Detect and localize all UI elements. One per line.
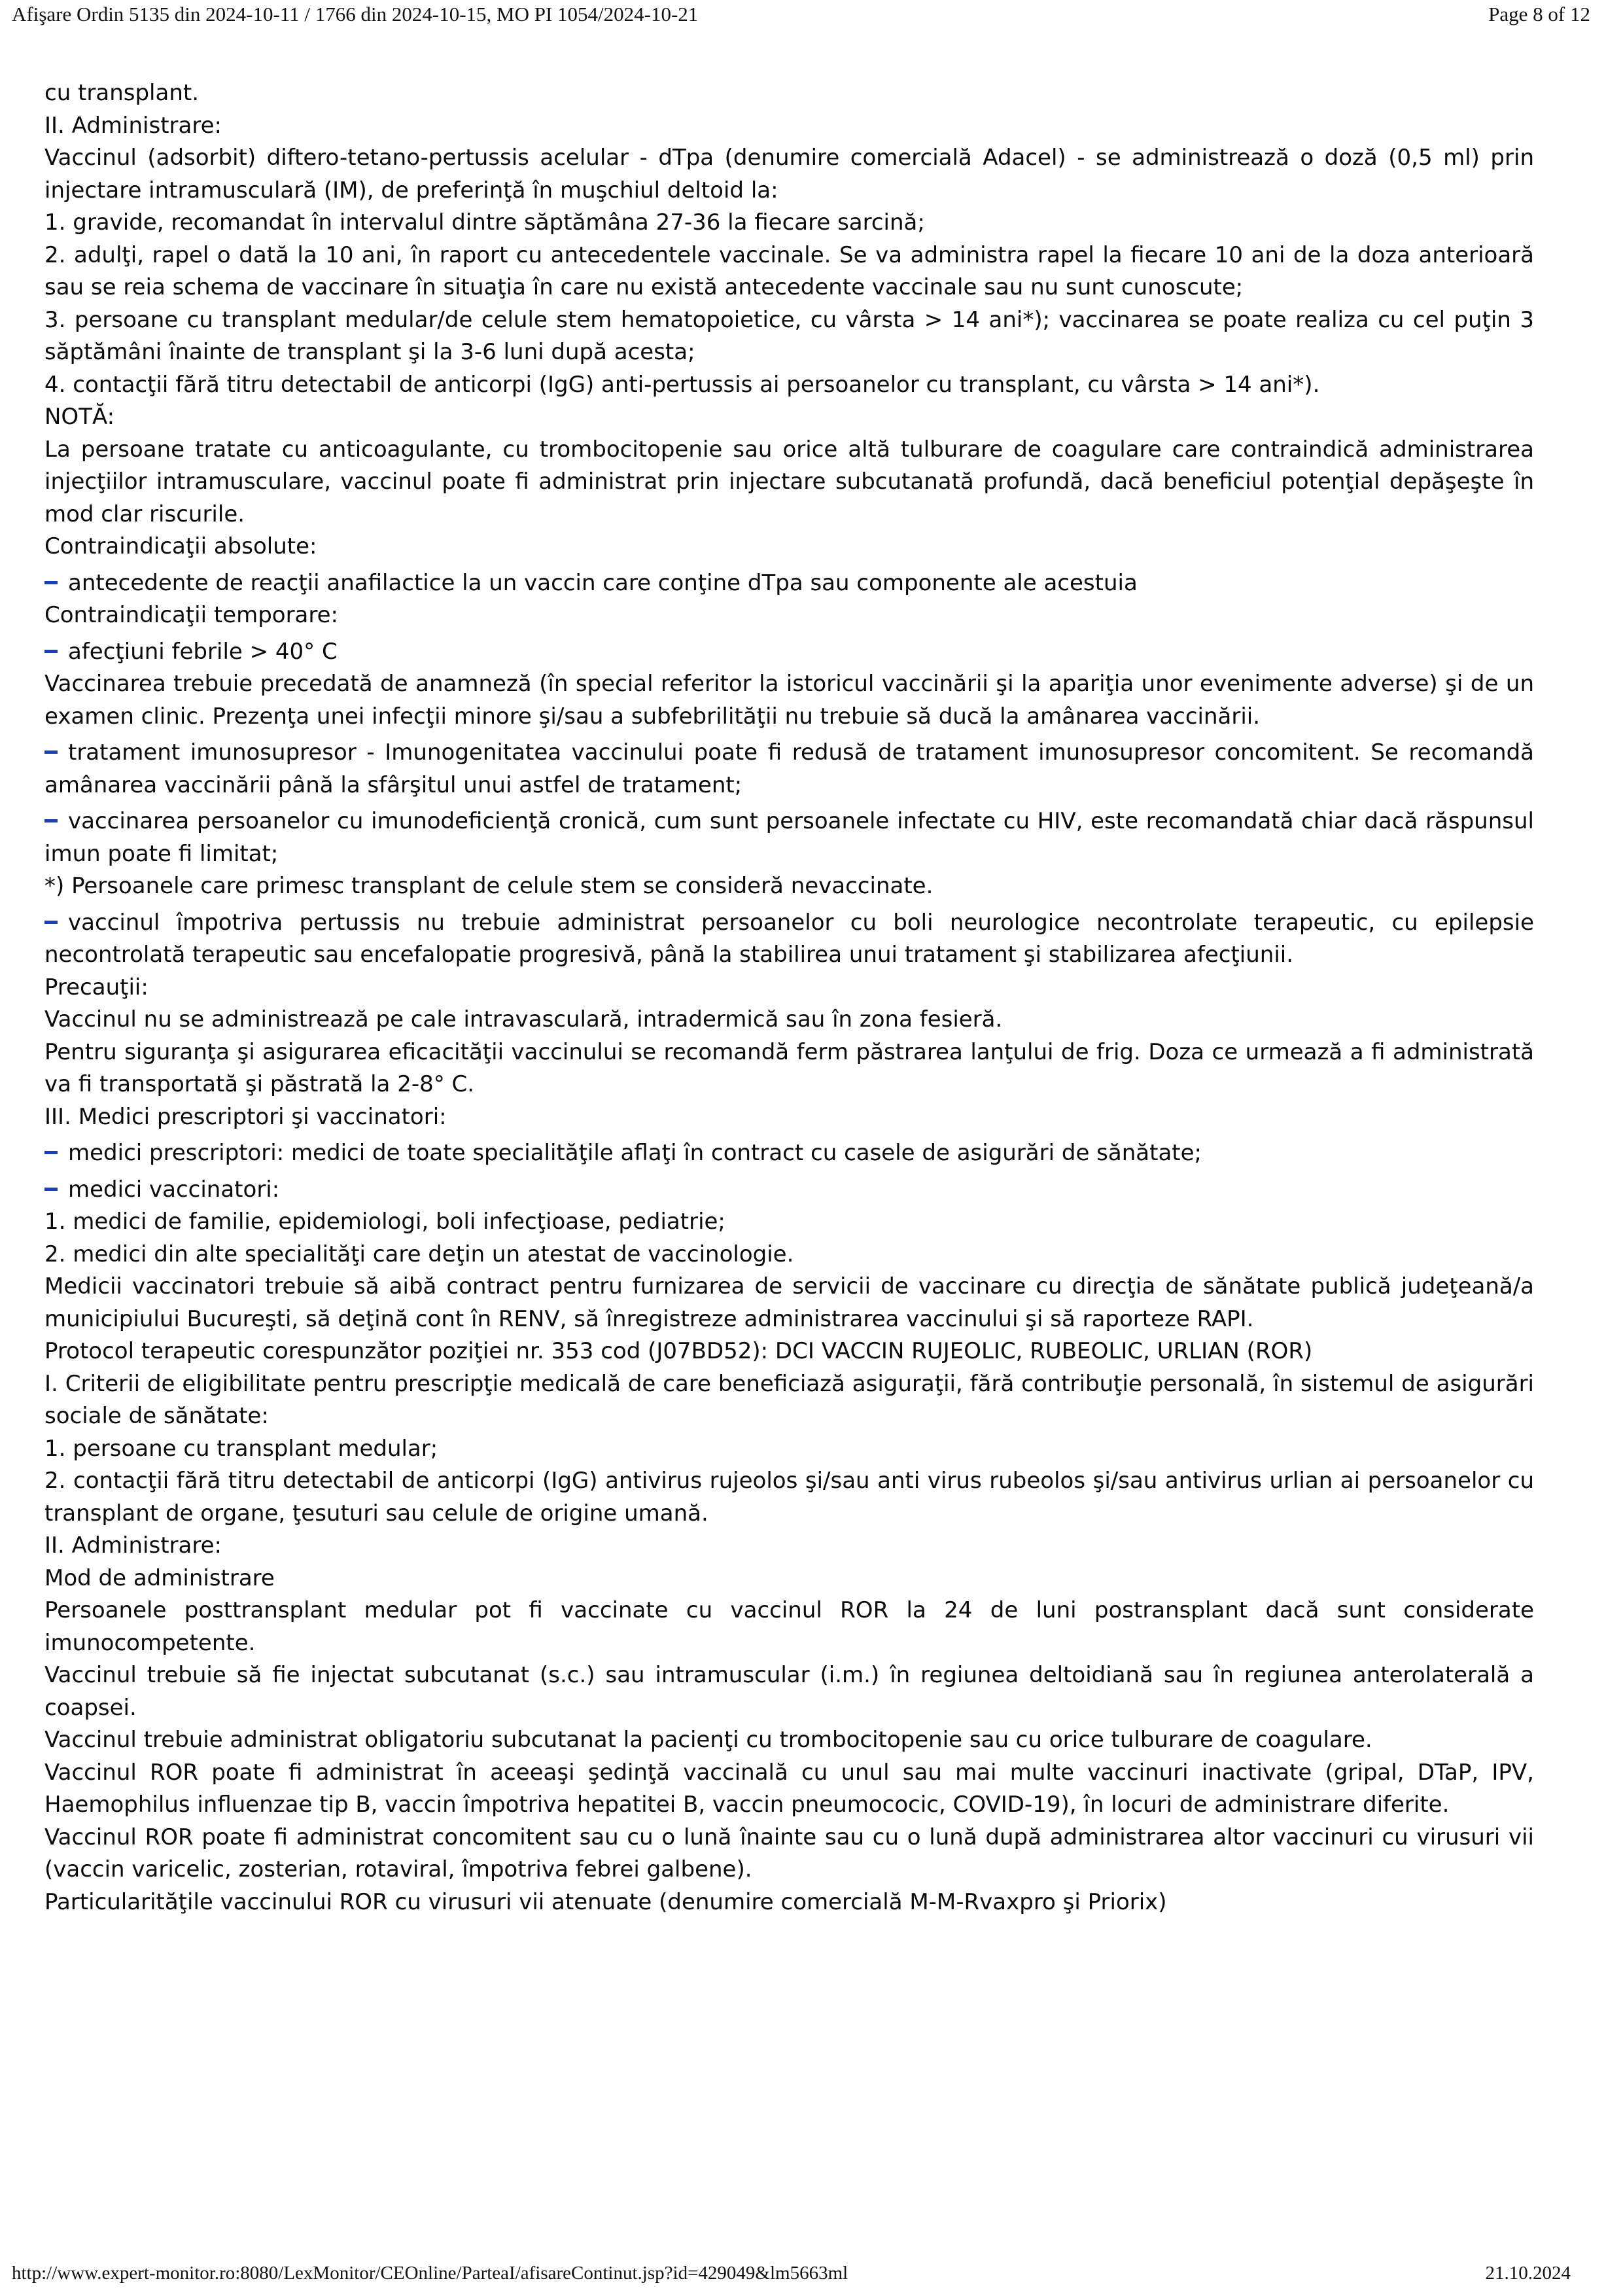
paragraph-text: *) Persoanele care primesc transplant de celule stem se consideră nevaccinate. [44, 873, 934, 899]
paragraph [44, 1530, 1534, 1563]
paragraph-text: II. Administrare: [44, 112, 222, 139]
paragraph [44, 972, 1534, 1004]
paragraph-text: medici vaccinatori: [68, 1176, 280, 1203]
paragraph [44, 110, 1534, 143]
paragraph-text: medici prescriptori: medici de toate specialităţile aflaţi în contract cu casele de asigurări de sănătate; [68, 1140, 1202, 1166]
paragraph [44, 599, 1534, 632]
paragraph-text: Vaccinul nu se administrează pe cale intravasculară, intradermică sau în zona fesieră. [44, 1006, 1003, 1033]
document-title: Afişare Ordin 5135 din 2024-10-11 / 1766 din 2024-10-15, MO PI 1054/2024-10-21 [12, 3, 699, 26]
paragraph-text: 3. persoane cu transplant medular/de celule stem hematopoietice, cu vârsta > 14 ani*); vaccinarea se poate realiza cu cel puţin 3 săptămâni înainte de transplant şi la 3-6 luni după acesta; [44, 306, 1534, 365]
bullet-paragraph [44, 1137, 1534, 1170]
paragraph-text: Vaccinul ROR poate fi administrat în aceeaşi şedinţă vaccinală cu unul sau mai multe vaccinuri inactivate (gripal, DTaP, IPV, Haemophilus influenzae tip B, vaccin împotriva hepatitei B, vaccin pneumococic, COVID-19), în locuri de administrare diferite. [44, 1759, 1534, 1818]
paragraph-text: Pentru siguranţa şi asigurarea eficacităţii vaccinului se recomandă ferm păstrarea lanţului de frig. Doza ce urmează a fi administrată va fi transportată şi păstrată la 2-8° C. [44, 1038, 1534, 1097]
paragraph-text: Contraindicaţii absolute: [44, 533, 317, 559]
paragraph [44, 870, 1534, 903]
dash-bullet-icon [44, 921, 58, 924]
paragraph [44, 369, 1534, 402]
paragraph-text: NOTĂ: [44, 404, 115, 430]
paragraph-text: 1. gravide, recomandat în intervalul dintre săptămâna 27-36 la fiecare sarcină; [44, 209, 925, 236]
paragraph-text: Medicii vaccinatori trebuie să aibă contract pentru furnizarea de servicii de vaccinare cu direcţia de sănătate publică judeţeană/a municipiului Bucureşti, să deţină cont în RENV, să înregistreze administrarea vaccinului şi să raporteze RAPI. [44, 1273, 1534, 1332]
paragraph-text: Precauţii: [44, 974, 148, 1000]
paragraph-text: 4. contacţii fără titru detectabil de anticorpi (IgG) anti-pertussis ai persoanelor cu transplant, cu vârsta > 14 ani*). [44, 371, 1320, 398]
bullet-paragraph [44, 567, 1534, 600]
paragraph-text: Persoanele posttransplant medular pot fi vaccinate cu vaccinul ROR la 24 de luni postransplant dacă sunt considerate imunocompetente. [44, 1597, 1534, 1656]
dash-bullet-icon [44, 1151, 58, 1154]
dash-bullet-icon [44, 751, 58, 754]
paragraph-text: Particularităţile vaccinului ROR cu virusuri vii atenuate (denumire comercială M-M-Rvaxpro şi Priorix) [44, 1888, 1167, 1915]
page-footer [0, 2263, 1623, 2295]
paragraph [44, 1757, 1534, 1822]
paragraph-text: Vaccinul trebuie să fie injectat subcutanat (s.c.) sau intramuscular (i.m.) în regiunea deltoidiană sau în regiunea anterolaterală a coapsei. [44, 1662, 1534, 1721]
paragraph-text: 1. persoane cu transplant medular; [44, 1435, 438, 1462]
paragraph [44, 1271, 1534, 1335]
paragraph [44, 77, 1534, 110]
bullet-paragraph [44, 636, 1534, 669]
paragraph [44, 1822, 1534, 1886]
bullet-paragraph [44, 1174, 1534, 1207]
dash-bullet-icon [44, 819, 58, 822]
paragraph-text: I. Criterii de eligibilitate pentru prescripţie medicală de care beneficiază asiguraţii, fără contribuţie personală, în sistemul de asigurări sociale de sănătate: [44, 1370, 1534, 1429]
page-number: Page 8 of 12 [1488, 3, 1590, 26]
paragraph [44, 1886, 1534, 1919]
source-url: http://www.expert-monitor.ro:8080/LexMonitor/CEOnline/ParteaI/afisareContinut.jsp?id=429049&lm5663ml [12, 2263, 848, 2284]
paragraph [44, 401, 1534, 434]
paragraph-text: Contraindicaţii temporare: [44, 602, 338, 628]
dash-bullet-icon [44, 650, 58, 653]
paragraph [44, 434, 1534, 531]
paragraph-text: Protocol terapeutic corespunzător poziţiei nr. 353 cod (J07BD52): DCI VACCIN RUJEOLIC, RUBEOLIC, URLIAN (ROR) [44, 1338, 1313, 1364]
paragraph [44, 1101, 1534, 1134]
dash-bullet-icon [44, 581, 58, 584]
paragraph [44, 207, 1534, 239]
paragraph-text: III. Medici prescriptori şi vaccinatori: [44, 1103, 447, 1130]
paragraph [44, 1595, 1534, 1659]
paragraph [44, 531, 1534, 563]
paragraph [44, 1004, 1534, 1036]
paragraph-text: 1. medici de familie, epidemiologi, boli infecţioase, pediatrie; [44, 1209, 725, 1235]
dash-bullet-icon [44, 1188, 58, 1191]
paragraph-text: 2. contacţii fără titru detectabil de anticorpi (IgG) antivirus rujeolos şi/sau anti virus rubeolos şi/sau antivirus urlian ai persoanelor cu transplant de organe, ţesuturi sau celule de origine umană. [44, 1468, 1534, 1527]
paragraph [44, 1368, 1534, 1433]
page-header [0, 0, 1623, 39]
document-body [44, 77, 1534, 1918]
paragraph-text: vaccinul împotriva pertussis nu trebuie administrat persoanelor cu boli neurologice necontrolate terapeutic, cu epilepsie necontrolată terapeutic sau encefalopatie progresivă, până la stabilirea unui tratament şi stabilizarea afecţiunii. [44, 909, 1534, 968]
paragraph [44, 1659, 1534, 1724]
bullet-paragraph [44, 907, 1534, 972]
paragraph-text: Vaccinarea trebuie precedată de anamneză (în special referitor la istoricul vaccinării şi la apariţia unor evenimente adverse) şi de un examen clinic. Prezenţa unei infecţii minore şi/sau a subfebrilităţii nu trebuie să ducă la amânarea vaccinării. [44, 671, 1534, 730]
paragraph-text: 2. medici din alte specialităţi care deţin un atestat de vaccinologie. [44, 1241, 794, 1267]
paragraph-text: afecţiuni febrile > 40° C [68, 638, 338, 665]
bullet-paragraph [44, 737, 1534, 802]
paragraph [44, 1206, 1534, 1239]
paragraph [44, 1563, 1534, 1595]
print-date: 21.10.2024 [1485, 2263, 1571, 2284]
paragraph-text: vaccinarea persoanelor cu imunodeficienţă cronică, cum sunt persoanele infectate cu HIV, este recomandată chiar dacă răspunsul imun poate fi limitat; [44, 808, 1534, 867]
paragraph-text: antecedente de reacţii anafilactice la un vaccin care conţine dTpa sau componente ale acestuia [68, 569, 1138, 596]
paragraph [44, 304, 1534, 369]
paragraph-text: II. Administrare: [44, 1532, 222, 1559]
paragraph [44, 668, 1534, 733]
paragraph-text: tratament imunosupresor - Imunogenitatea vaccinului poate fi redusă de tratament imunosupresor concomitent. Se recomandă amânarea vaccinării până la sfârşitul unui astfel de tratament; [44, 739, 1534, 798]
paragraph [44, 1724, 1534, 1757]
paragraph [44, 1465, 1534, 1530]
bullet-paragraph [44, 805, 1534, 870]
paragraph-text: Vaccinul trebuie administrat obligatoriu subcutanat la pacienţi cu trombocitopenie sau cu orice tulburare de coagulare. [44, 1727, 1372, 1753]
paragraph [44, 1433, 1534, 1466]
paragraph-text: La persoane tratate cu anticoagulante, cu trombocitopenie sau orice altă tulburare de coagulare care contraindică administrarea injecţiilor intramusculare, vaccinul poate fi administrat prin injectare subcutanată profundă, dacă beneficiul potenţial depăşeşte în mod clar riscurile. [44, 436, 1534, 527]
paragraph-text: cu transplant. [44, 80, 200, 106]
paragraph [44, 1335, 1534, 1368]
paragraph [44, 239, 1534, 304]
paragraph [44, 142, 1534, 207]
paragraph [44, 1239, 1534, 1271]
paragraph-text: Mod de administrare [44, 1564, 275, 1591]
paragraph-text: Vaccinul ROR poate fi administrat concomitent sau cu o lună înainte sau cu o lună după administrarea altor vaccinuri cu virusuri vii (vaccin varicelic, zosterian, rotaviral, împotriva febrei galbene). [44, 1824, 1534, 1882]
paragraph-text: Vaccinul (adsorbit) diftero-tetano-pertussis acelular - dTpa (denumire comercială Adacel) - se administrează o doză (0,5 ml) prin injectare intramusculară (IM), de preferinţă în muşchiul deltoid la: [44, 145, 1534, 203]
paragraph-text: 2. adulţi, rapel o dată la 10 ani, în raport cu antecedentele vaccinale. Se va administra rapel la fiecare 10 ani de la doza anterioară sau se reia schema de vaccinare în situaţia în care nu există antecedente vaccinale sau nu sunt cunoscute; [44, 241, 1534, 300]
paragraph [44, 1036, 1534, 1101]
